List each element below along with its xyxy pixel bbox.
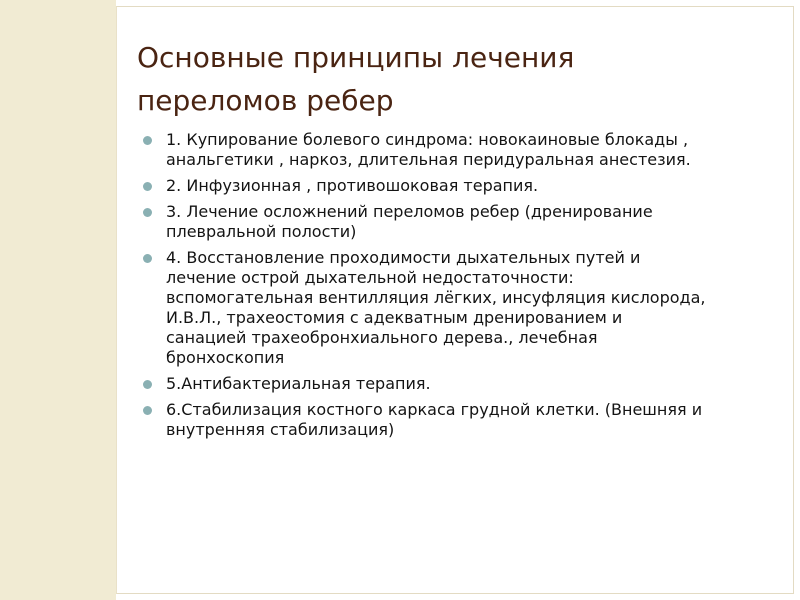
bullet-text-line: И.В.Л., трахеостомия с адекватным дренированием и (166, 308, 623, 327)
bullet-text-line: анальгетики , наркоз, длительная перидуральная анестезия. (166, 150, 691, 169)
bullet-item-6 (141, 400, 781, 440)
slide-title-line-2: переломов ребер (137, 84, 394, 117)
bullet-dot-icon (143, 208, 152, 217)
bullet-text-line: 2. Инфузионная , противошоковая терапия. (166, 176, 539, 195)
bullet-dot-icon (143, 254, 152, 263)
bullet-list (141, 130, 781, 446)
bullet-item-3 (141, 202, 781, 242)
bullet-item-4 (141, 248, 781, 368)
bullet-text-line: бронхоскопия (166, 348, 285, 367)
bullet-text-line: лечение острой дыхательной недостаточности: (166, 268, 574, 287)
bullet-dot-icon (143, 136, 152, 145)
bullet-dot-icon (143, 380, 152, 389)
slide-title (137, 36, 767, 122)
slide-sidebar (0, 0, 116, 600)
bullet-text-line: санацией трахеобронхиального дерева., лечебная (166, 328, 598, 347)
bullet-item-2 (141, 176, 781, 196)
bullet-text-line: 6.Стабилизация костного каркаса грудной клетки. (Внешняя и (166, 400, 703, 419)
bullet-item-1 (141, 130, 781, 170)
bullet-dot-icon (143, 406, 152, 415)
bullet-text-line: вспомогательная вентилляция лёгких, инсуфляция кислорода, (166, 288, 706, 307)
bullet-text-line: плевральной полости) (166, 222, 357, 241)
bullet-text-line: 5.Антибактериальная терапия. (166, 374, 431, 393)
bullet-text-line: 3. Лечение осложнений переломов ребер (дренирование (166, 202, 653, 221)
bullet-dot-icon (143, 182, 152, 191)
bullet-text-line: 4. Восстановление проходимости дыхательных путей и (166, 248, 641, 267)
bullet-text-line: 1. Купирование болевого синдрома: новокаиновые блокады , (166, 130, 689, 149)
slide-title-line-1: Основные принципы лечения (137, 41, 575, 74)
bullet-item-5 (141, 374, 781, 394)
bullet-text-line: внутренняя стабилизация) (166, 420, 395, 439)
